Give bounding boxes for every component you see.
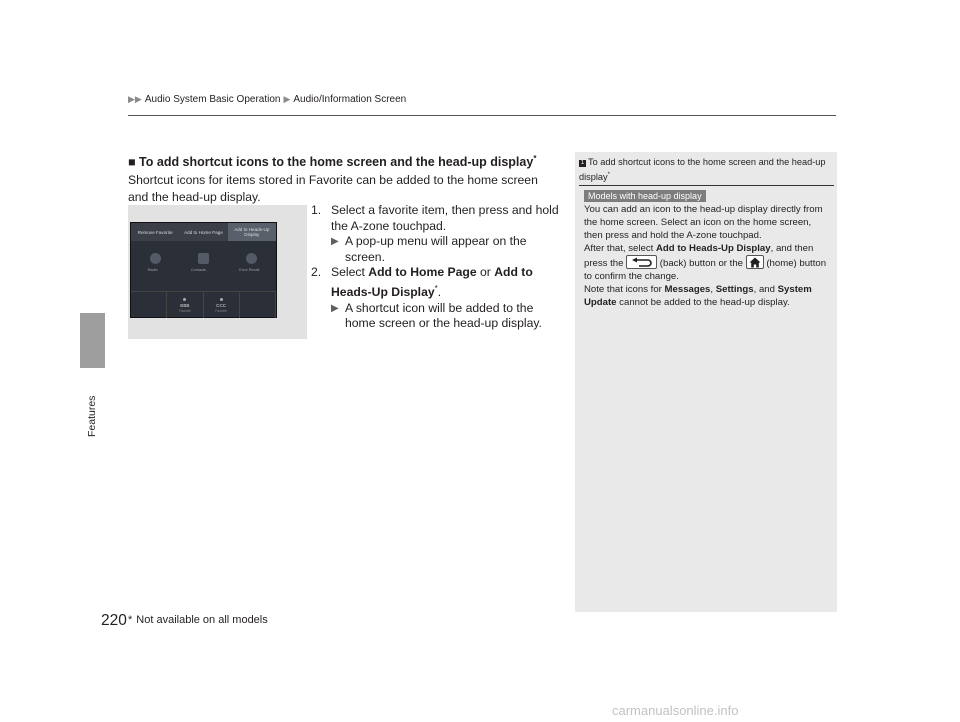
note-text: , and then press the xyxy=(584,243,814,269)
popup-tab-add-hud: Add to Heads-Up Display xyxy=(228,223,276,241)
footnote-asterisk: * xyxy=(128,614,133,626)
side-tab-label-wrap xyxy=(86,387,100,447)
note-asterisk: * xyxy=(607,172,610,178)
step-number: 2. xyxy=(311,265,322,280)
popup-tab-add-home: Add to Home Page xyxy=(184,229,223,235)
section-heading-text: To add shortcut icons to the home screen and the head-up display xyxy=(139,155,534,170)
footnote-text: Not available on all models xyxy=(136,614,268,626)
step-item xyxy=(311,203,563,234)
step-asterisk: * xyxy=(434,283,438,293)
note-key-messages: Messages xyxy=(664,284,711,295)
step-result-text: A pop-up menu will appear on the screen. xyxy=(345,234,527,264)
step-item xyxy=(311,265,563,300)
favorite-slot xyxy=(204,292,240,318)
breadcrumb-level2[interactable]: Audio/Information Screen xyxy=(293,94,407,105)
note-text: cannot be added to the head-up display. xyxy=(616,297,790,308)
tile-label: Contacts xyxy=(190,268,206,272)
note-title: To add shortcut icons to the home screen and the head-up display xyxy=(579,157,826,183)
note-key-settings: Settings xyxy=(715,284,754,295)
heading-asterisk: * xyxy=(533,154,537,163)
breadcrumb xyxy=(128,94,406,105)
note-rule xyxy=(579,185,834,186)
note-key-add-hud: Add to Heads-Up Display xyxy=(656,243,771,254)
key-add-hud: Add to Heads-Up Display xyxy=(331,265,533,300)
note-text: (back) button or the xyxy=(657,258,746,269)
favorite-dot-icon xyxy=(220,298,223,301)
note-ref-icon: 1 xyxy=(580,160,585,166)
breadcrumb-arrow-icon: ▶ xyxy=(283,94,291,104)
favorite-dot-icon xyxy=(183,298,186,301)
slot-sub: Favorite xyxy=(179,308,191,313)
watermark: carmanualsonline.info xyxy=(612,703,739,718)
step-result-text: A shortcut icon will be added to the home screen or the head-up display. xyxy=(345,300,542,331)
note-text: Note that icons for xyxy=(584,284,665,295)
favorite-slot xyxy=(131,292,167,318)
note-text: , xyxy=(710,284,716,295)
favorite-slot xyxy=(167,292,203,318)
header-rule xyxy=(128,115,836,116)
contacts-icon xyxy=(198,253,209,264)
favorite-slot xyxy=(240,292,276,318)
note-text: (home) button to confirm the change. xyxy=(584,258,827,282)
note-paragraph: You can add an icon to the head-up display directly from the home screen. Select an icon on the home screen, then press and hold the A-zone touchpad. xyxy=(584,204,823,241)
breadcrumb-level1[interactable]: Audio System Basic Operation xyxy=(144,94,281,105)
step-text: . xyxy=(437,285,442,300)
page-number: 220 xyxy=(101,612,127,629)
key-add-home-page: Add to Home Page xyxy=(368,265,477,280)
step-text: or xyxy=(476,265,495,280)
note-text: , and xyxy=(753,284,778,295)
slot-label: BBB xyxy=(180,302,190,308)
section-intro: Shortcut icons for items stored in Favorite can be added to the home screen and the head-up display. xyxy=(128,173,538,204)
tile-label: Error Recall xyxy=(239,268,260,272)
radio-icon xyxy=(150,253,161,264)
step-result xyxy=(311,234,563,265)
slot-sub: Favorite xyxy=(215,308,227,313)
screen-tile-labels xyxy=(131,268,276,272)
step-text: Select a favorite item, then press and hold the A-zone touchpad. xyxy=(331,203,559,233)
slot-label: CCC xyxy=(216,302,227,308)
favorite-slot-row xyxy=(131,291,276,318)
home-button-icon xyxy=(746,255,764,269)
side-tab-label: Features xyxy=(86,395,98,437)
section-marker: ■ xyxy=(128,155,136,170)
result-arrow-icon: ▶ xyxy=(331,302,339,314)
section-tab-marker xyxy=(80,313,105,368)
popup-tab-remove-favorite: Remove Favorite xyxy=(137,229,173,235)
footnote xyxy=(128,614,268,626)
result-arrow-icon: ▶ xyxy=(331,236,339,248)
section-heading xyxy=(128,154,536,169)
popup-menu-bar xyxy=(131,223,276,241)
screen-tile-row xyxy=(131,253,276,264)
note-key-system-update: System Update xyxy=(584,284,812,308)
screen-illustration xyxy=(130,222,277,318)
step-number: 1. xyxy=(311,203,322,217)
error-recall-icon xyxy=(246,253,257,264)
steps-list xyxy=(311,203,563,332)
note-heading xyxy=(579,156,834,184)
note-body xyxy=(584,203,832,309)
tile-label: Radio xyxy=(147,268,158,272)
step-text: Select xyxy=(331,265,369,280)
note-text: After that, select xyxy=(584,243,656,254)
model-badge: Models with head-up display xyxy=(584,190,706,202)
step-result xyxy=(311,301,563,332)
back-button-icon xyxy=(626,255,657,269)
breadcrumb-arrow-icon: ▶▶ xyxy=(128,94,142,104)
